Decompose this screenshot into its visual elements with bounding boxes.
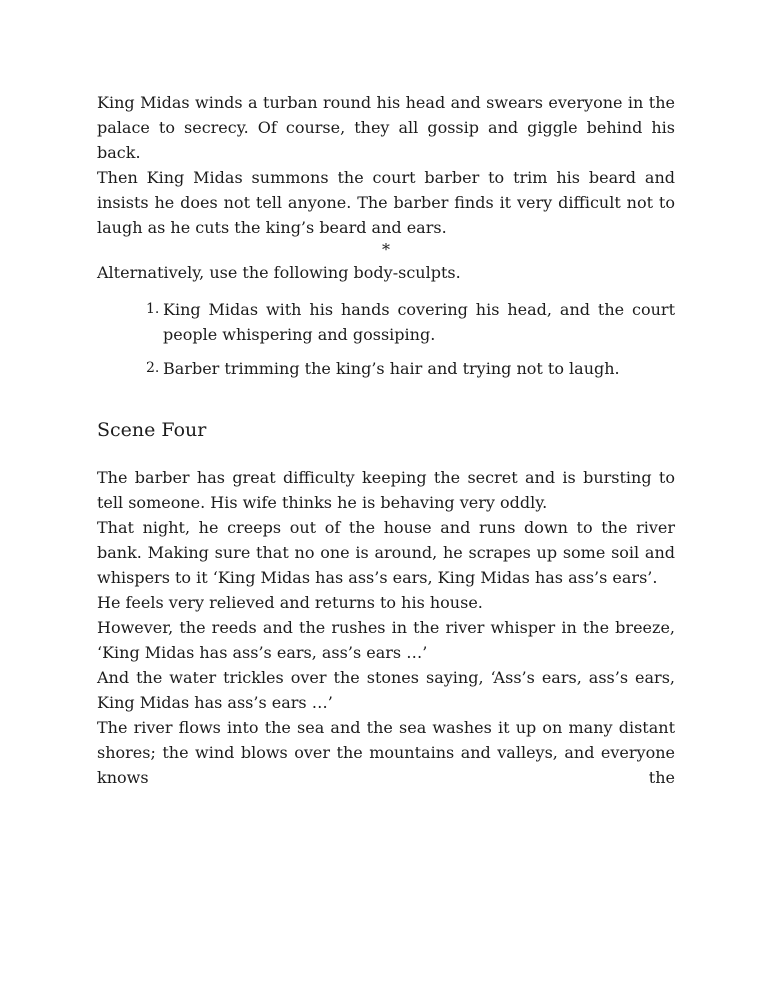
paragraph: That night, he creeps out of the house and runs down to the river bank. Making sure that no one is around, he scrapes up some soil and whispers to it ‘King Midas has ass’s ears, King Midas has ass’s ears’.: [97, 518, 675, 587]
paragraph: Then King Midas summons the court barber to trim his beard and insists he does not tell anyone. The barber finds it very difficult not to laugh as he cuts the king’s beard and ears.: [97, 168, 675, 237]
scene-heading: Scene Four: [97, 419, 207, 441]
list-item-number: 1.: [146, 301, 160, 317]
list-item: [146, 356, 675, 381]
paragraph: The barber has great difficulty keeping the secret and is bursting to tell someone. His wife thinks he is behaving very oddly.: [97, 468, 675, 512]
list-item-text: Barber trimming the king’s hair and trying not to laugh.: [163, 359, 620, 378]
paragraph: The river flows into the sea and the sea washes it up on many distant shores; the wind blows over the mountains and valleys, and everyone knows the: [97, 718, 675, 787]
list-intro: Alternatively, use the following body-sculpts.: [97, 263, 461, 282]
list-item-text: King Midas with his hands covering his head, and the court people whispering and gossiping.: [163, 300, 675, 344]
document-page: [97, 90, 675, 790]
list-item-number: 2.: [146, 360, 160, 376]
paragraph: He feels very relieved and returns to his house.: [97, 593, 483, 612]
list-item: [146, 297, 675, 347]
body-sculpts-list: [97, 297, 675, 381]
paragraph: And the water trickles over the stones saying, ‘Ass’s ears, ass’s ears, King Midas has ass’s ears …’: [97, 668, 675, 712]
paragraph: However, the reeds and the rushes in the river whisper in the breeze, ‘King Midas has ass’s ears, ass’s ears …’: [97, 618, 675, 662]
section-separator: *: [382, 240, 390, 259]
paragraph: King Midas winds a turban round his head and swears everyone in the palace to secrecy. Of course, they all gossip and giggle behind his back.: [97, 93, 675, 162]
